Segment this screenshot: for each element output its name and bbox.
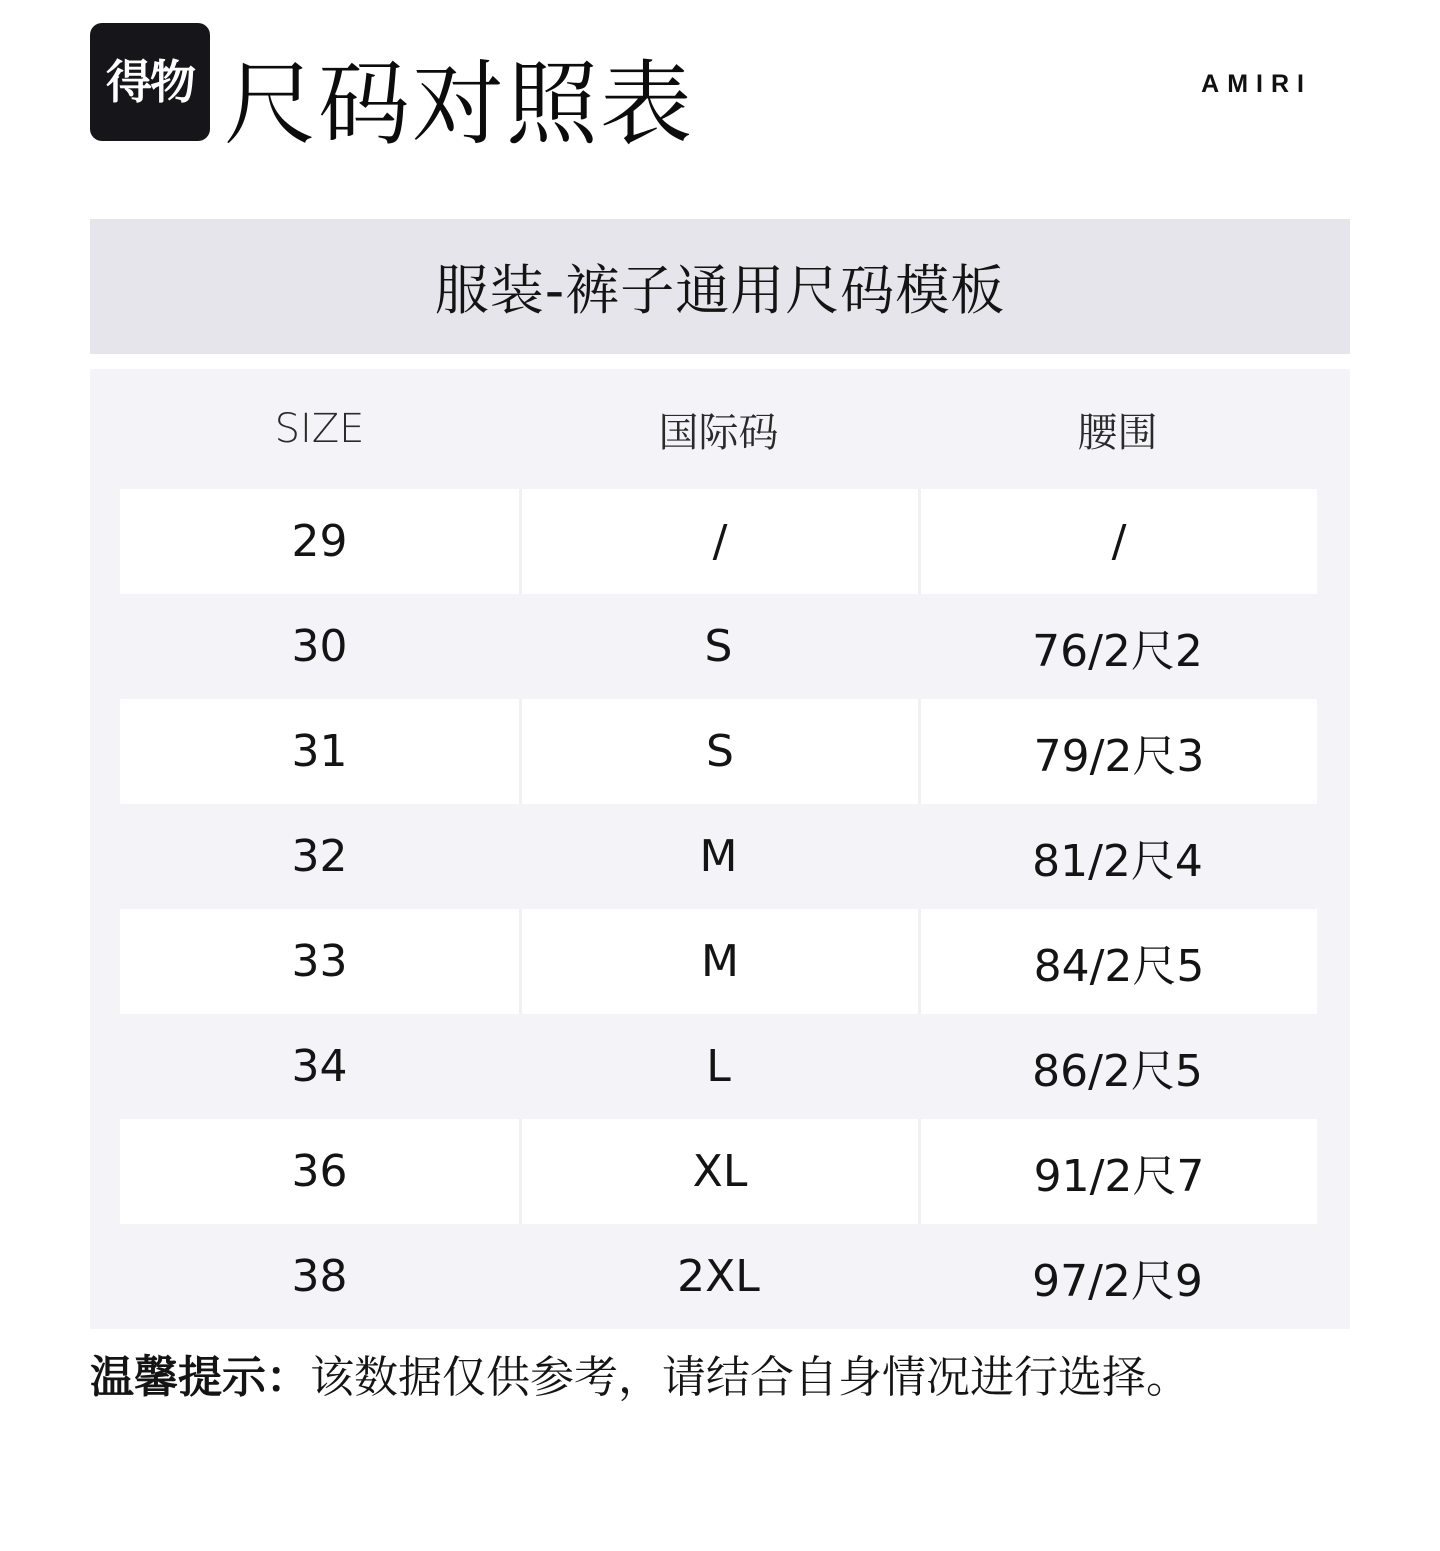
cell-size: 31 — [120, 699, 519, 804]
cell-waist: 79/2尺3 — [918, 699, 1317, 804]
cell-waist: 81/2尺4 — [1032, 835, 1203, 887]
cell-size: 29 — [120, 489, 519, 594]
table-header-row — [120, 369, 1317, 489]
cell-intl-size: XL — [519, 1119, 918, 1224]
size-table — [90, 369, 1350, 1329]
cell-waist: 84/2尺5 — [918, 909, 1317, 1014]
cell-intl-size: S — [704, 621, 733, 672]
brand-name: AMIRI — [1201, 70, 1312, 98]
cell-waist: 91/2尺7 — [918, 1119, 1317, 1224]
cell-intl-size: L — [706, 1041, 731, 1092]
logo-text: 得物 — [106, 55, 194, 109]
cell-waist: / — [918, 489, 1317, 594]
table-row — [120, 1119, 1317, 1224]
column-header-size: SIZE — [274, 406, 365, 452]
cell-intl-size: 2XL — [677, 1251, 760, 1302]
cell-size: 32 — [291, 831, 348, 882]
cell-size: 36 — [120, 1119, 519, 1224]
cell-intl-size: / — [519, 489, 918, 594]
table-title-bar — [90, 219, 1350, 354]
app-logo — [90, 23, 210, 141]
cell-intl-size: M — [699, 831, 738, 882]
cell-intl-size: M — [519, 909, 918, 1014]
table-row — [120, 1014, 1317, 1119]
table-row — [120, 489, 1317, 594]
cell-waist: 76/2尺2 — [1032, 625, 1203, 677]
cell-waist: 97/2尺9 — [1032, 1255, 1203, 1307]
table-row — [120, 804, 1317, 909]
cell-intl-size: S — [519, 699, 918, 804]
cell-size: 34 — [291, 1041, 348, 1092]
column-header-intl-size: 国际码 — [658, 409, 779, 456]
table-row — [120, 1224, 1317, 1329]
table-body — [120, 489, 1317, 1329]
table-title: 服装-裤子通用尺码模板 — [434, 259, 1006, 322]
table-row — [120, 909, 1317, 1014]
cell-size: 33 — [120, 909, 519, 1014]
page-title: 尺码对照表 — [224, 51, 695, 158]
tip-text: 该数据仅供参考，请结合自身情况进行选择。 — [310, 1352, 1190, 1403]
tip-label: 温馨提示： — [90, 1352, 310, 1403]
tip-note — [90, 1348, 1190, 1408]
cell-size: 30 — [291, 621, 348, 672]
column-header-waist: 腰围 — [1077, 409, 1158, 456]
table-row — [120, 594, 1317, 699]
cell-waist: 86/2尺5 — [1032, 1045, 1203, 1097]
table-row — [120, 699, 1317, 804]
cell-size: 38 — [291, 1251, 348, 1302]
